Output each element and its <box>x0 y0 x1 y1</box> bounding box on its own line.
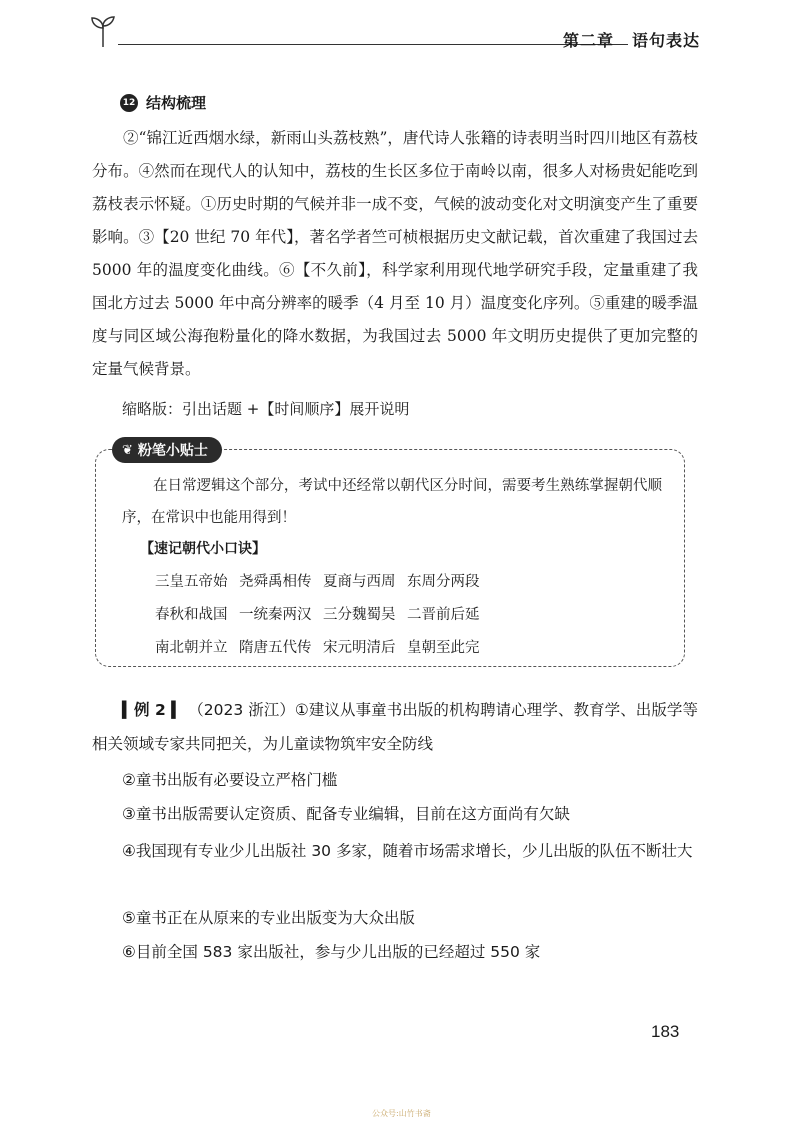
section-paragraph: ②“锦江近西烟水绿，新雨山头荔枝熟”，唐代诗人张籍的诗表明当时四川地区有荔枝分布。④然而在现代人的认知中，荔枝的生长区多位于南岭以南，很多人对杨贵妃能吃到荔枝表示怀疑。①历史时期的气候并非一成不变，气候的波动变化对文明演变产生了重要影响。③【20 世纪 70 年代】，著名学者竺可桢根据历史文献记载，首次重建了我国过去 5000 年的温度变化曲线。⑥【不久前】，科学家利用现代地学研究手段，定量重建了我国北方过去 5000 年中高分辨率的暖季（4 月至 10 月）温度变化序列。⑤重建的暖季温度与同区域公海孢粉量化的降水数据，为我国过去 5000 年文明历史提供了更加完整的定量气候背景。 <box>92 129 698 378</box>
mnemonic-item: 东周分两段 <box>407 574 480 590</box>
sprout-icon <box>88 14 118 48</box>
example-option: ②童书出版有必要设立严格门槛 <box>122 771 338 789</box>
mnemonic-grid <box>155 566 491 665</box>
mnemonic-item: 二晋前后延 <box>407 607 480 623</box>
section-title-text: 结构梳理 <box>146 94 207 112</box>
mnemonic-item: 一统秦两汉 <box>239 607 312 623</box>
summary-line: 缩略版：引出话题 +【时间顺序】展开说明 <box>122 400 410 418</box>
footer-watermark: 公众号:山竹书斋 <box>372 1109 431 1118</box>
leaf-icon: ❦ <box>122 442 133 458</box>
example-intro <box>92 693 698 761</box>
page-header <box>88 14 700 54</box>
chapter-title: 语句表达 <box>631 31 700 50</box>
mnemonic-title: 【速记朝代小口诀】 <box>140 541 266 557</box>
header-rule <box>118 44 628 45</box>
chapter-heading <box>563 28 700 51</box>
mnemonic-item: 皇朝至此完 <box>407 640 480 656</box>
tips-tag <box>112 437 222 463</box>
mnemonic-item: 宋元明清后 <box>323 640 396 656</box>
section-title <box>120 92 206 113</box>
tips-text: 在日常逻辑这个部分，考试中还经常以朝代区分时间，需要考生熟练掌握朝代顺序，在常识中也能用得到！ <box>122 478 662 526</box>
mnemonic-item: 三分魏蜀吴 <box>323 607 396 623</box>
page-number: 183 <box>651 1022 680 1041</box>
section-number-icon: 12 <box>120 94 138 112</box>
example-intro-text: （2023 浙江）①建议从事童书出版的机构聘请心理学、教育学、出版学等相关领域专家共同把关，为儿童读物筑牢安全防线 <box>92 701 698 753</box>
example-option: ③童书出版需要认定资质、配备专业编辑，目前在这方面尚有欠缺 <box>122 805 570 823</box>
mnemonic-item: 春秋和战国 <box>155 607 228 623</box>
mnemonic-item: 隋唐五代传 <box>239 640 312 656</box>
example-option: ④我国现有专业少儿出版社 30 多家，随着市场需求增长，少儿出版的队伍不断壮大 <box>122 842 693 860</box>
tips-tag-label: 粉笔小贴士 <box>137 443 208 459</box>
mnemonic-item: 南北朝并立 <box>155 640 228 656</box>
mnemonic-item: 三皇五帝始 <box>155 574 228 590</box>
example-option: ⑥目前全国 583 家出版社，参与少儿出版的已经超过 550 家 <box>122 943 541 961</box>
mnemonic-item: 夏商与西周 <box>323 574 396 590</box>
mnemonic-item: 尧舜禹相传 <box>239 574 312 590</box>
example-option: ⑤童书正在从原来的专业出版变为大众出版 <box>122 909 415 927</box>
chapter-number: 第二章 <box>562 31 614 50</box>
example-label: ▍例 2 ▍ <box>122 701 184 719</box>
